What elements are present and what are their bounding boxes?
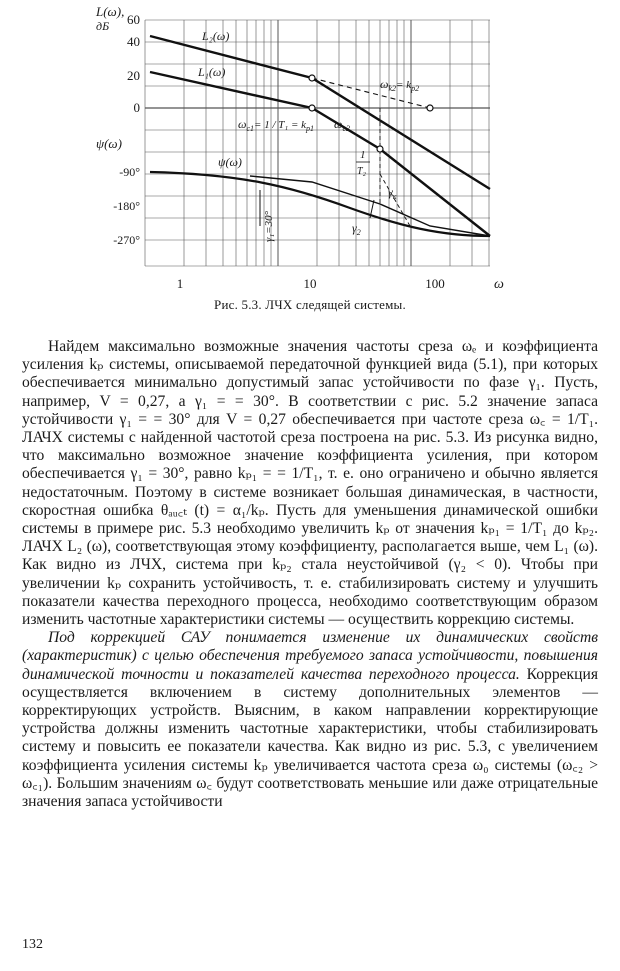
x-axis-label: ω (494, 277, 504, 292)
label-inv-T2-num: 1 (360, 149, 366, 161)
curve-psi (150, 172, 490, 236)
y-tick: 0 (133, 100, 140, 115)
x-tick: 100 (425, 276, 445, 291)
y-tick: -270° (113, 233, 140, 247)
definition-italic: Под коррекцией САУ понимается изменение их динамических свойств (характеристик) с целью обеспечения требуемого запаса устойчивости, повышения динамической точности и показателей качества переходного процесса. (22, 629, 598, 683)
label-psi: ψ(ω) (218, 155, 242, 169)
y-tick: 60 (127, 12, 140, 27)
x-tick: 1 (176, 276, 184, 291)
page-number: 132 (22, 937, 43, 952)
label-gamma-k: $\gamma_к$ (388, 185, 397, 201)
label-gamma1: γ₁=30° (263, 211, 275, 242)
bode-figure (90, 4, 560, 314)
label-gamma2: $\gamma_2$ (352, 221, 361, 237)
point-T2 (377, 146, 383, 152)
label-L1: L₁(ω) (198, 65, 226, 79)
label-L2: L₂(ω) (202, 29, 230, 43)
label-wc2: $\omega_{c2}$ (334, 117, 351, 133)
paragraph-continuation: Коррекция осуществляется включением в систему дополнительных элементов — корректирующих устройств. Выясним, в каком направлении корректирующие устройства должны изменить частотные характеристики, чтобы стабилизировать систему и повысить ее показатели качества. Как видно из рис. 5.3, с увеличением коэффициента усиления системы kₚ увеличивается частота среза ω₀ системы (ω꜀₂ > ω꜀₁). Большим значениям ω꜀ будут соответствовать меньшие или даже отрицательные значения запаса устойчивости (22, 665, 598, 811)
y-tick: -180° (113, 199, 140, 213)
paragraph: Найдем максимально возможные значения частоты среза ωₑ и коэффициента усиления kₚ системы, описываемой передаточной функцией вида (5.1), при которых обеспечивается минимально допустимый запас устойчивости по фазе γ₁. Пусть, например, V = 0,27, а γ₁ = = 30°. В соответствии с рис. 5.2 значение запаса устойчивости γ₁ = = 30° для V = 0,27 обеспечивается при частоте среза ω꜀ = 1/T₁. ЛАЧХ системы с найденной частотой среза построена на рис. 5.3. Из рисунка видно, что максимально возможное значение коэффициента усиления, при котором обеспечивается γ₁ = 30°, равно kₚ₁ = = 1/T₁, т. е. оно ограничено и обычно является недостаточным. Поэтому в системе возникает большая динамическая, в частности, скоростная ошибка θₐᵤ꜀ₜ (t) = α₁/kₚ. Пусть для уменьшения динамической ошибки системы в примере рис. 5.3 необходимо увеличить kₚ от значения kₚ₁ = 1/T₁ до kₚ₂. ЛАЧХ L₂ (ω), соответствующая этому коэффициенту, располагается выше, чем L₁ (ω). Как видно из ЛЧХ, система при kₚ₂ стала неустойчивой (γ₂ < 0). Чтобы при увеличении kₚ сохранить устойчивость, т. е. стабилизировать систему и улучшить показатели качества переходного процесса, необходимо соответствующим образом изменить частотные характеристики системы — осуществить коррекцию системы. (22, 338, 598, 629)
y-tick: 40 (127, 34, 140, 49)
body-text (22, 338, 598, 811)
dashed-L2-ext (312, 78, 430, 108)
label-wc1: $\omega_{c1}= 1 / T_1 = k_{p1}$ (238, 117, 315, 133)
x-tick: 10 (303, 276, 317, 291)
label-wk2: $\omega_{k2}= k_{p2}$ (380, 77, 420, 93)
y-axis-label-2: дБ (96, 19, 110, 33)
figure-caption: Рис. 5.3. ЛЧХ следящей системы. (214, 297, 406, 312)
y-tick: -90° (119, 165, 140, 179)
bode-plot-svg (90, 4, 560, 314)
point-wc1 (309, 105, 315, 111)
axis-labels (95, 4, 504, 292)
curve-L1 (150, 72, 490, 236)
point-L2-break (309, 75, 315, 81)
y-axis-label-1: L(ω), (96, 4, 125, 19)
grid (145, 20, 490, 266)
curve-annotations (197, 29, 419, 242)
paragraph (22, 629, 598, 811)
phi-axis-label: ψ(ω) (96, 136, 122, 151)
label-inv-T2-den: T₂ (357, 166, 367, 177)
y-tick: 20 (127, 68, 140, 83)
point-wk2 (427, 105, 433, 111)
